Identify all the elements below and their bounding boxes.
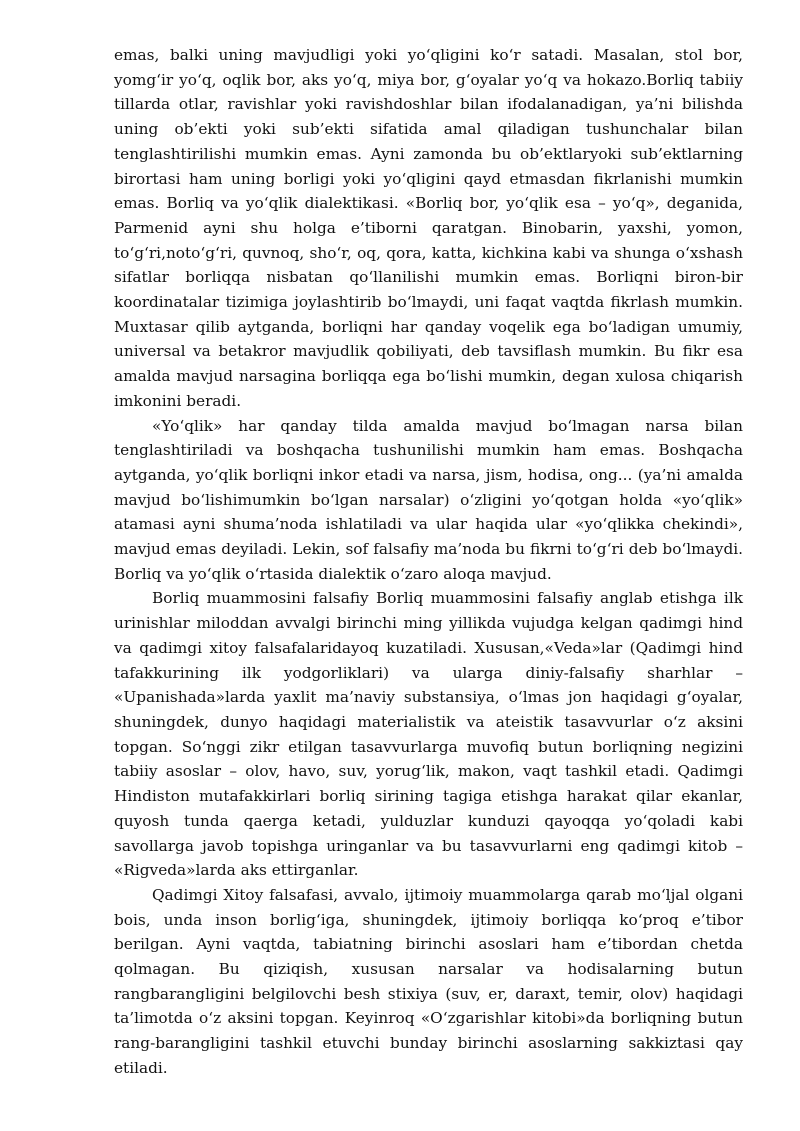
paragraph-3: Borliq muammosini falsafiy Borliq muammosini falsafiy anglab etishga ilk urinishlar miloddan avvalgi birinchi ming yillikda vujudga kelgan qadimgi hind va qadimgi xitoy falsafalaridayoq kuzatiladi. Xususan,«Veda»lar (Qadimgi hind tafakkurining ilk yodgorliklari) va ularga diniy-falsafiy sharhlar – «Upanishada»larda yaxlit ma’naviy substansiya, o‘lmas jon haqidagi g‘oyalar, shuningdek, dunyo haqidagi materialistik va ateistik tasavvurlar o‘z aksini topgan. So‘nggi zikr etilgan tasavvurlarga muvofiq butun borliqning negizini tabiiy asoslar – olov, havo, suv, yorug‘lik, makon, vaqt tashkil etadi. Qadimgi Hindiston mutafakkirlari borliq sirining tagiga etishga harakat qilar ekanlar, quyosh tunda qaerga ketadi, yulduzlar kunduzi qayoqqa yo‘qoladi kabi savollarga javob topishga uringanlar va bu tasavvurlarni eng qadimgi kitob – «Rigveda»larda aks ettirganlar. [114,589,743,880]
document-page [114,43,743,1081]
paragraph-1: emas, balki uning mavjudligi yoki yo‘qligini ko‘r satadi. Masalan, stol bor, yomg‘ir yo‘q, oqlik bor, aks yo‘q, miya bor, g‘oyalar yo‘q va hokazo.Borliq tabiiy tillarda otlar, ravishlar yoki ravishdoshlar bilan ifodalanadigan, ya’ni bilishda uning ob’ekti yoki sub’ekti sifatida amal qiladigan tushunchalar bilan tenglashtirilishi mumkin emas. Ayni zamonda bu ob’ektlaryoki sub’ektlarning birortasi ham uning borligi yoki yo‘qligini qayd etmasdan fikrlanishi mumkin emas. Borliq va yo‘qlik dialektikasi. «Borliq bor, yo‘qlik esa – yo‘q», deganida, Parmenid ayni shu holga e’tiborni qaratgan. Binobarin, yaxshi, yomon, to‘g‘ri,noto‘g‘ri, quvnoq, sho‘r, oq, qora, katta, kichkina kabi va shunga o‘xshash sifatlar borliqqa nisbatan qo‘llanilishi mumkin emas. Borliqni biron-bir koordinatalar tizimiga joylashtirib bo‘lmaydi, uni faqat vaqtda fikrlash mumkin. Muxtasar qilib aytganda, borliqni har qanday voqelik ega bo‘ladigan umumiy, universal va betakror mavjudlik qobiliyati, deb tavsiflash mumkin. Bu fikr esa amalda mavjud narsagina borliqqa ega bo‘lishi mumkin, degan xulosa chiqarish imkonini beradi. [114,46,743,410]
paragraph-4: Qadimgi Xitoy falsafasi, avvalo, ijtimoiy muammolarga qarab mo‘ljal olgani bois, unda inson borlig‘iga, shuningdek, ijtimoiy borliqqa ko‘proq e’tibor berilgan. Ayni vaqtda, tabiatning birinchi asoslari ham e’tibordan chetda qolmagan. Bu qiziqish, xususan narsalar va hodisalarning butun rangbarangligini belgilovchi besh stixiya (suv, er, daraxt, temir, olov) haqidagi ta’limotda o‘z aksini topgan. Keyinroq «O‘zgarishlar kitobi»da borliqning butun rang-barangligini tashkil etuvchi bunday birinchi asoslarning sakkiztasi qay etiladi. [114,885,743,1077]
paragraph-2: «Yo‘qlik» har qanday tilda amalda mavjud bo‘lmagan narsa bilan tenglashtiriladi va boshqacha tushunilishi mumkin ham emas. Boshqacha aytganda, yo‘qlik borliqni inkor etadi va narsa, jism, hodisa, ong... (ya’ni amalda mavjud bo‘lishimumkin bo‘lgan narsalar) o‘zligini yo‘qotgan holda «yo‘qlik» atamasi ayni shuma’noda ishlatiladi va ular haqida ular «yo‘qlikka chekindi», mavjud emas deyiladi. Lekin, sof falsafiy ma’noda bu fikrni to‘g‘ri deb bo‘lmaydi. Borliq va yo‘qlik o‘rtasida dialektik o‘zaro aloqa mavjud. [114,416,743,583]
